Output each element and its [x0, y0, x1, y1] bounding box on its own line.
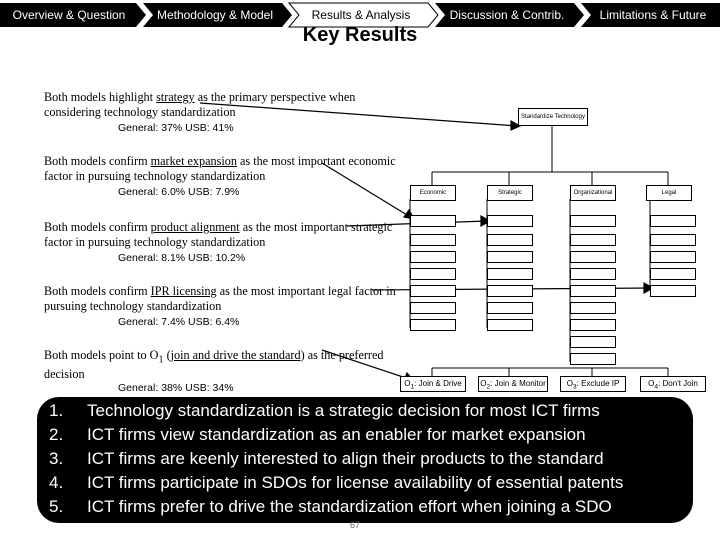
category-strategic: Strategic [487, 185, 533, 201]
factor-node [570, 251, 616, 263]
finding-1-emphasis: strategy [156, 90, 195, 104]
factor-node [410, 215, 456, 227]
conclusion-item [37, 423, 693, 447]
conclusion-number: 5. [49, 497, 64, 516]
decision-o2-label: : Join & Monitor [490, 379, 546, 388]
factor-node [487, 285, 533, 297]
finding-1-stat: General: 37% USB: 41% [118, 122, 234, 134]
finding-2-pre: Both models confirm [44, 154, 151, 168]
nav-tab-methodology[interactable]: Methodology & Model [156, 8, 274, 22]
factor-node [650, 285, 696, 297]
finding-4-pre: Both models confirm [44, 284, 151, 298]
finding-5-emphasis: join and drive the standard [170, 348, 301, 362]
conclusion-item [37, 399, 693, 423]
category-legal: Legal [646, 185, 692, 201]
finding-4-post: as the most important legal factor in pursuing technology standardization [44, 284, 396, 313]
page-number: 67 [350, 520, 361, 530]
factor-node [487, 302, 533, 314]
conclusion-text: Technology standardization is a strategic decision for most ICT firms [87, 401, 600, 420]
factor-node [570, 215, 616, 227]
finding-5: Both models point to $O_1$ (join and drive the standard) as the preferred decision [44, 348, 384, 382]
page-title: Key Results [302, 24, 418, 46]
conclusion-number: 3. [49, 449, 64, 468]
category-economic: Economic [410, 185, 456, 201]
decision-o3 [560, 376, 626, 392]
factor-node [410, 319, 456, 331]
factor-node [487, 215, 533, 227]
factor-node [570, 319, 616, 331]
nav-tab-results[interactable]: Results & Analysis [311, 8, 411, 22]
decision-o1 [400, 376, 466, 392]
factor-node [487, 268, 533, 280]
conclusion-number: 2. [49, 425, 64, 444]
decision-o3-label: : Exclude IP [576, 379, 620, 388]
finding-4-stat: General: 7.4% USB: 6.4% [118, 316, 240, 328]
factor-node [570, 336, 616, 348]
conclusion-item [37, 447, 693, 471]
factor-node [410, 268, 456, 280]
finding-2-emphasis: market expansion [150, 154, 237, 168]
factor-node [410, 234, 456, 246]
nav-tab-discussion[interactable]: Discussion & Contrib. [449, 8, 565, 22]
conclusion-item [37, 495, 693, 519]
finding-2-post: as the most important economic factor in pursuing technology standardization [44, 154, 396, 183]
factor-node [487, 319, 533, 331]
decision-o1-label: : Join & Drive [414, 379, 462, 388]
factor-node [570, 285, 616, 297]
decision-o4-label: : Don't Join [658, 379, 698, 388]
factor-node [570, 302, 616, 314]
decision-o4-prefix: O [648, 379, 655, 388]
finding-1-post: as the primary perspective when considering technology standardization [44, 90, 356, 119]
finding-5-post: as the preferred decision [44, 348, 384, 382]
decision-o4 [640, 376, 706, 392]
conclusion-text: ICT firms prefer to drive the standardization effort when joining a SDO [87, 497, 612, 516]
factor-node [410, 285, 456, 297]
finding-5-sub: 1 [158, 354, 164, 366]
factor-node [410, 251, 456, 263]
conclusion-text: ICT firms view standardization as an enabler for market expansion [87, 425, 586, 444]
conclusion-text: ICT firms participate in SDOs for license availability of essential patents [87, 473, 624, 492]
factor-node [487, 234, 533, 246]
finding-3-stat: General: 8.1% USB: 10.2% [118, 252, 246, 264]
factor-node [570, 353, 616, 365]
nav-tab-limitations[interactable]: Limitations & Future [599, 8, 707, 22]
factor-node [650, 215, 696, 227]
factor-node [410, 302, 456, 314]
factor-node [570, 268, 616, 280]
decision-o1-prefix: O [404, 379, 411, 388]
decision-o2 [478, 376, 548, 392]
decision-o2-sub: 2 [486, 383, 491, 391]
factor-node [570, 234, 616, 246]
finding-5-stat: General: 38% USB: 34% [118, 382, 234, 394]
finding-3-emphasis: product alignment [150, 220, 240, 234]
finding-3-pre: Both models confirm [44, 220, 151, 234]
decision-o2-prefix: O [480, 379, 487, 388]
factor-node [650, 268, 696, 280]
nav-tab-overview[interactable]: Overview & Question [12, 8, 126, 22]
factor-node [650, 234, 696, 246]
finding-3-post: as the most important strategic factor in pursuing technology standardization [44, 220, 393, 249]
conclusion-item [37, 471, 693, 495]
finding-2-stat: General: 6.0% USB: 7.9% [118, 186, 240, 198]
decision-o1-sub: 1 [410, 383, 415, 391]
finding-4-emphasis: IPR licensing [150, 284, 217, 298]
factor-node [487, 251, 533, 263]
diagram-root-node: Standardize Technology [518, 108, 588, 126]
decision-o3-prefix: O [566, 379, 573, 388]
decision-o3-sub: 3 [572, 383, 577, 391]
conclusion-number: 4. [49, 473, 64, 492]
category-organizational: Organizational [570, 185, 616, 201]
finding-1-pre: Both models highlight [44, 90, 157, 104]
decision-o4-sub: 4 [654, 383, 659, 391]
finding-5-pre: Both models point to O [44, 348, 159, 362]
conclusion-number: 1. [49, 401, 64, 420]
factor-node [650, 251, 696, 263]
conclusion-text: ICT firms are keenly interested to align their products to the standard [87, 449, 604, 468]
conclusions-panel [37, 397, 693, 523]
